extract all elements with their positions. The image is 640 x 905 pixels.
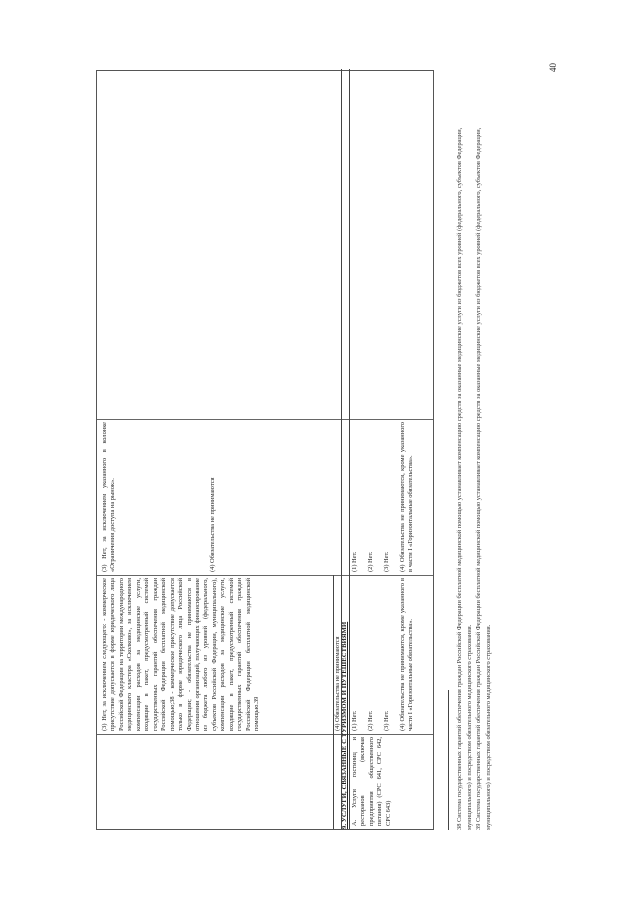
tourism-market-access-1: (1) Нет. (351, 710, 358, 731)
tourism-national-treatment-3: (3) Нет. (383, 551, 390, 572)
footnote-38: 38 Система государственных гарантий обеспечения граждан Российской Федерации бесплатной медицинской помощью устанавливает компенсацию средств за оказанные медицинские услуги из бюджетов всех уровней (федерального, субъектов Федерации, муниципального) и посредством обязательного медицинского страхования. (456, 127, 473, 830)
tourism-sector-description: A. Услуги гостиниц и ресторанов (включая предприятия общественного питания) (CPC 641, CPC 642, CPC 643) (351, 737, 392, 826)
footnote-rule (448, 690, 449, 830)
tourism-market-access-4: (4) Обязательства не принимаются, кроме указанного в части I «Горизонтальные обязательства». (399, 578, 415, 731)
tourism-market-access-2: (2) Нет. (367, 710, 374, 731)
tourism-national-treatment-4: (4) Обязательства не принимаются, кроме указанного в части I «Горизонтальные обязательства». (399, 422, 415, 572)
market-access-health-note: (4) Обязательства не принимаются (334, 636, 341, 731)
tourism-national-treatment-1: (1) Нет. (351, 551, 358, 572)
tourism-market-access-3: (3) Нет. (383, 710, 390, 731)
section-title-tourism: 9. УСЛУГИ, СВЯЗАННЫЕ С ТУРИЗМОМ И ПУТЕШЕСТВИЯМИ (341, 621, 348, 829)
tourism-national-treatment-2: (2) Нет. (367, 551, 374, 572)
footnotes (448, 90, 493, 830)
page-number: 40 (548, 63, 558, 72)
commitments-table (96, 70, 434, 830)
national-treatment-health-note: (4) Обязательства не принимаются (209, 477, 216, 572)
footnote-39: 39 Система государственных гарантий обеспечения граждан Российской Федерации бесплатной медицинской помощью устанавливает компенсацию средств за оказанные медицинские услуги из бюджетов всех уровней (федерального, субъектов Федерации, муниципального) и посредством обязательного медицинского страхования. (475, 127, 492, 830)
national-treatment-health-text: (3) Нет, за исключением указанного в колонке «Ограничения доступа на рынок». (101, 422, 117, 572)
rotated-page-content (96, 70, 536, 830)
market-access-health-text: (3) Нет, за исключением следующего: - коммерческое присутствие допускается в форме юридического лица Российской Федерации на территории международного медицинского кластера «Сколково», за исключением компенсации расходов за медицинские услуги, входящие в пакет, предусмотренный системой государственных гарантий обеспечения граждан Российской Федерации бесплатной медицинской помощью;38 - коммерческое присутствие допускается только в форме юридического лица Российской Федерации; - обязательства не принимаются в отношении организаций, получающих финансирование из бюджета любого из уровней (федерального, субъектов Российской Федерации, муниципального), компенсации расходов за медицинские услуги, входящие в пакет, предусмотренный системой государственных гарантий обеспечения граждан Российской Федерации бесплатной медицинской помощью.39 (101, 578, 261, 731)
table-column-additional (97, 71, 433, 419)
